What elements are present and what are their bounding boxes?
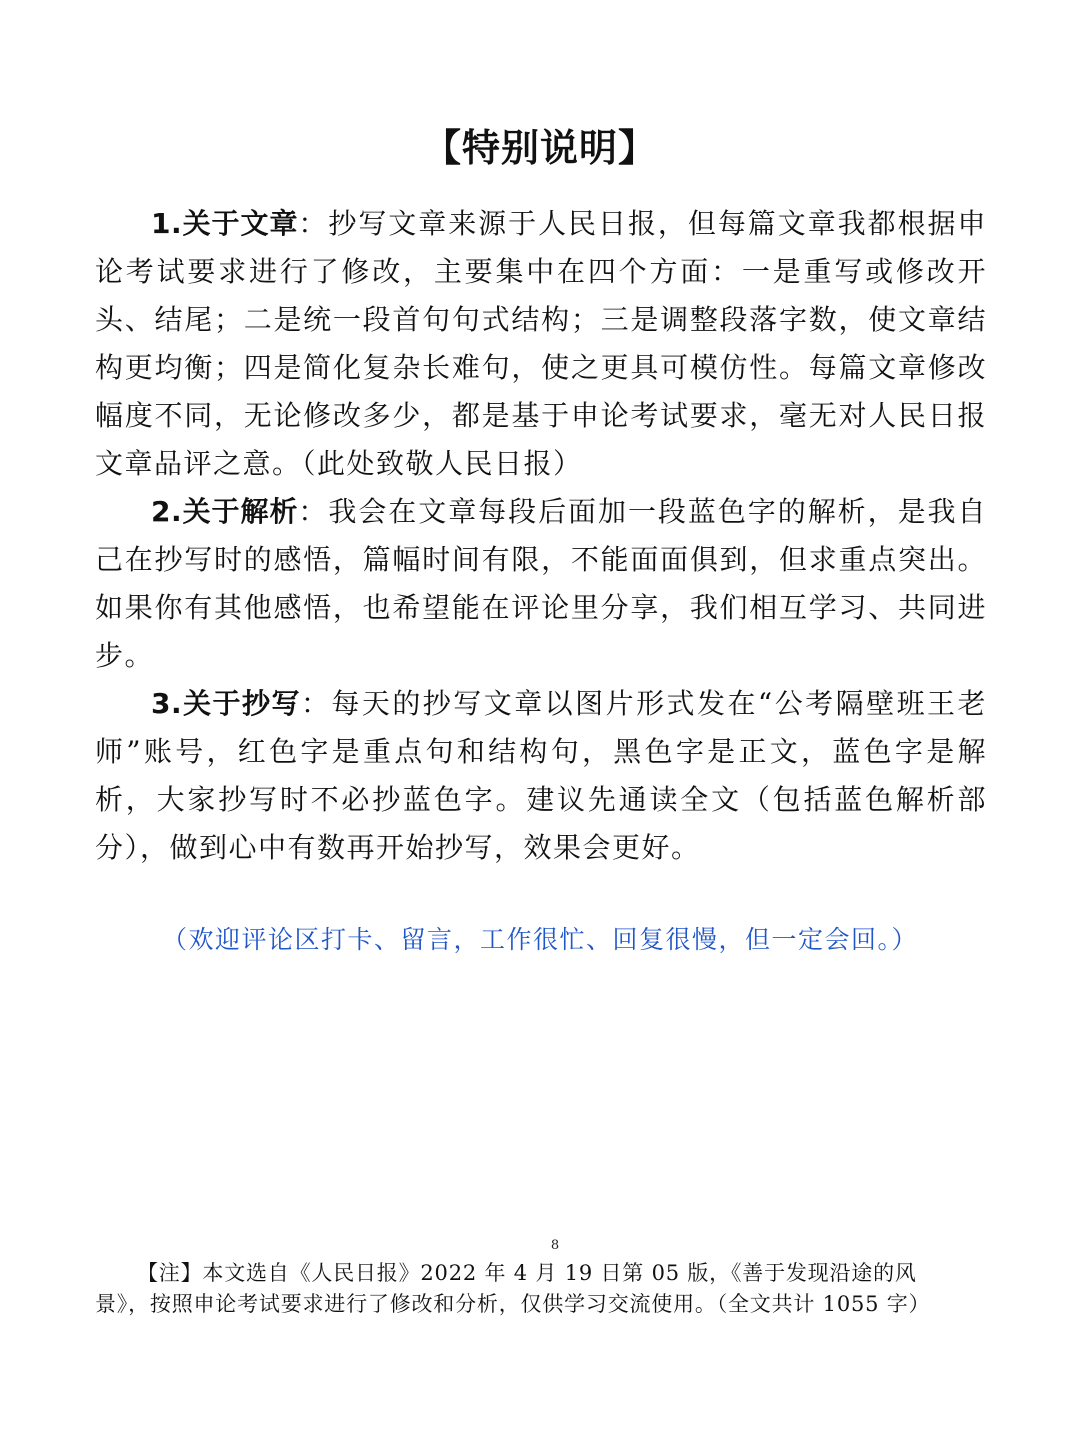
section-heading: 3.关于抄写 (151, 687, 301, 720)
section-heading: 2.关于解析 (151, 495, 299, 528)
section-about-article (95, 200, 987, 488)
section-text: ：抄写文章来源于人民日报，但每篇文章我都根据申论考试要求进行了修改，主要集中在四个方面：一是重写或修改开头、结尾；二是统一段首句句式结构；三是调整段落字数，使文章结构更均衡；四是简化复杂长难句，使之更具可模仿性。每篇文章修改幅度不同，无论修改多少，都是基于申论考试要求，毫无对人民日报文章品评之意。（此处致敬人民日报） (95, 207, 987, 480)
section-text: ：我会在文章每段后面加一段蓝色字的解析，是我自己在抄写时的感悟，篇幅时间有限，不能面面俱到，但求重点突出。如果你有其他感悟，也希望能在评论里分享，我们相互学习、共同进步。 (95, 495, 987, 672)
welcome-message: （欢迎评论区打卡、留言，工作很忙、回复很慢，但一定会回。） (161, 925, 918, 954)
section-text: ：每天的抄写文章以图片形式发在“公考隔壁班王老师”账号，红色字是重点句和结构句，黑色字是正文，蓝色字是解析，大家抄写时不必抄蓝色字。建议先通读全文（包括蓝色解析部分），做到心中有数再开始抄写，效果会更好。 (95, 687, 987, 864)
page-title: 【特别说明】 (422, 126, 657, 170)
document-body (95, 200, 987, 872)
section-about-copying (95, 680, 987, 872)
section-about-analysis (95, 488, 987, 680)
source-note: 【注】本文选自《人民日报》2022 年 4 月 19 日第 05 版，《善于发现沿途的风景》，按照申论考试要求进行了修改和分析，仅供学习交流使用。（全文共计 1055 字） (95, 1261, 931, 1316)
page-number: 8 (550, 1238, 560, 1253)
section-heading: 1.关于文章 (151, 207, 299, 240)
